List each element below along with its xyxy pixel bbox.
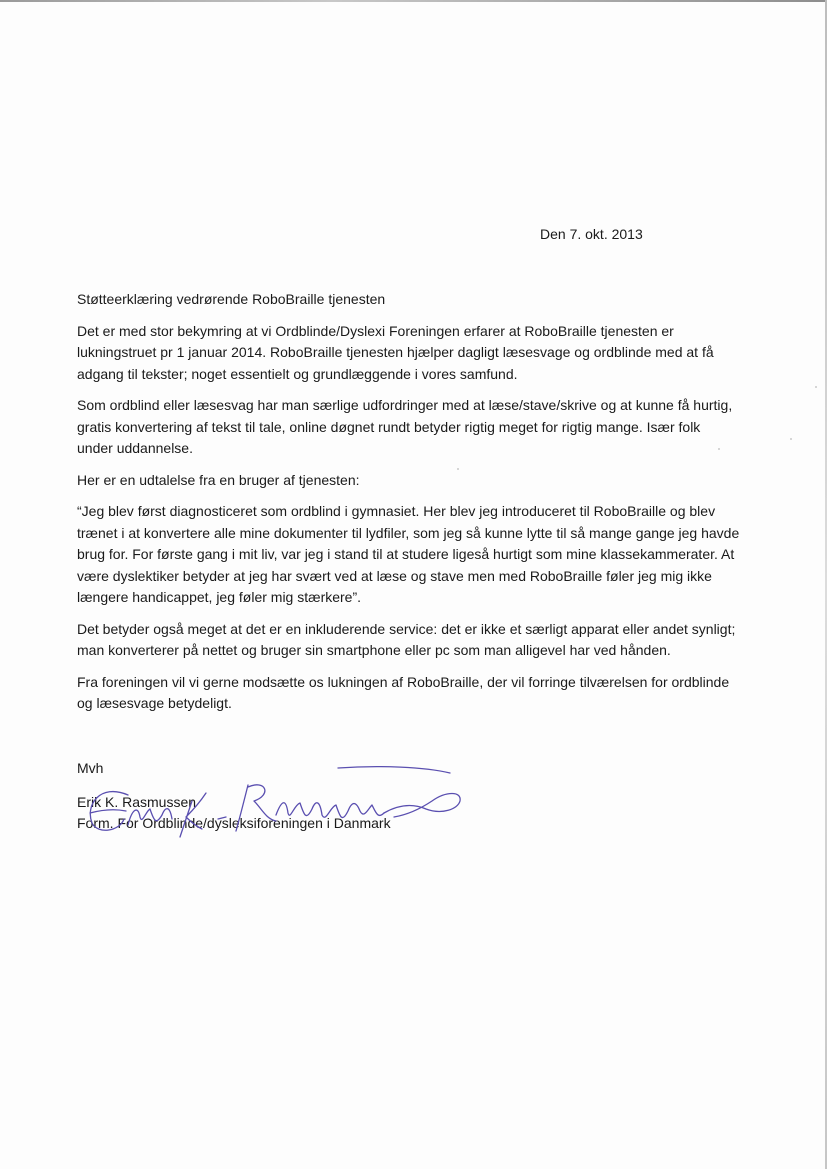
paragraph-intro: Det er med stor bekymring at vi Ordblinde/Dyslexi Foreningen erfarer at RoboBraille tjenesten er lukningstruet pr 1 januar 2014. RoboBraille tjenesten hjælper dagligt læsesvage og ordblinde med at få adgang til tekster; noget essentielt og grundlæggende i vores samfund. (77, 322, 714, 382)
scan-edge-top (0, 0, 827, 2)
paragraph-inclusive: Det betyder også meget at det er en inkluderende service: det er ikke et særligt apparat eller andet synligt; man konverterer på nettet og bruger sin smartphone eller pc som man alligevel har ved hånden. (77, 620, 736, 658)
letter-date: Den 7. okt. 2013 (540, 226, 643, 242)
handwritten-signature (80, 765, 470, 845)
paragraph-closing-statement: Fra foreningen vil vi gerne modsætte os lukningen af RoboBraille, der vil forringe tilværelsen for ordblinde og læsesvage betydeligt. (77, 673, 730, 711)
signer-name: Erik K. Rasmussen (77, 793, 197, 810)
scan-speck (718, 448, 720, 450)
closing-greeting: Mvh (77, 760, 104, 776)
scan-speck (790, 438, 792, 440)
letter-body (77, 289, 757, 725)
paragraph-dyslexia: Som ordblind eller læsesvag har man særlige udfordringer med at læse/stave/skrive og at kunne få hurtig, gratis konvertering af tekst til tale, online døgnet rundt betyder rigtig meget for rigtig mange. Især folk under uddannelse. (77, 397, 733, 456)
scan-speck (457, 468, 459, 470)
paragraph-quote-intro: Her er en udtalelse fra en bruger af tjenesten: (77, 471, 360, 488)
signer-title: Form. For Ordblinde/dysleksiforeningen i Danmark (77, 815, 391, 831)
scan-speck (815, 386, 817, 388)
letter-subject: Støtteerklæring vedrørende RoboBraille tjenesten (77, 291, 386, 307)
paragraph-quote: “Jeg blev først diagnosticeret som ordblind i gymnasiet. Her blev jeg introduceret til RoboBraille og blev trænet i at konvertere alle mine dokumenter til lydfiler, som jeg så kunne lytte til så mange gange jeg havde brug for. For første gang i mit liv, var jeg i stand til at studere ligeså hurtigt som mine klassekammerater. At være dyslektiker betyder at jeg har svært ved at læse og stave men med RoboBraille føler jeg mig ikke længere handicappet, jeg føler mig stærkere”. (77, 503, 740, 605)
